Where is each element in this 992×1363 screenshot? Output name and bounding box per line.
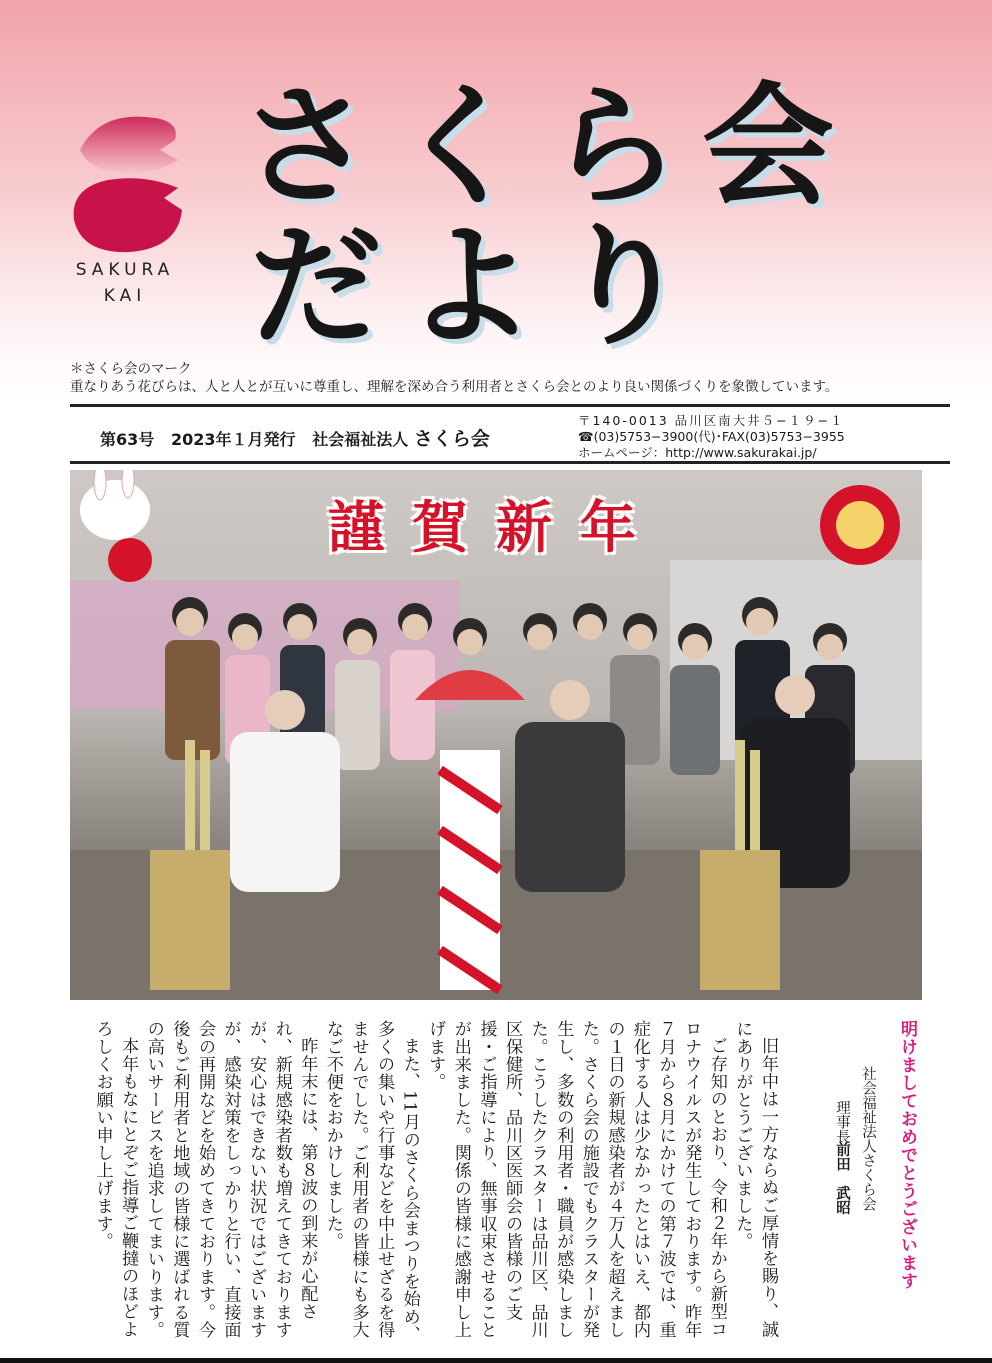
petal-icon <box>60 110 200 260</box>
greeting-paragraph: また、11月のさくら会まつりを始め、多くの集いや行事などを中止せざるを得ませんでした。ご利用者の皆様にも多大なご不便をおかけしました。 <box>322 1020 420 1344</box>
sender-role: 理事長 <box>834 1100 850 1144</box>
issue-corp: 社会福祉法人 <box>312 430 409 449</box>
logo-text-sakura: SAKURA <box>75 260 175 280</box>
sender-name: 前田 武昭 <box>834 1142 851 1215</box>
issue-org: さくら会 <box>413 428 490 450</box>
divider-bottom <box>70 461 950 464</box>
issue-number: 第63号 <box>100 430 155 449</box>
greeting-paragraph: 本年もなにとぞご指導ご鞭撻のほどよろしくお願い申し上げます。 <box>92 1020 139 1339</box>
newsletter-title-line2: だより <box>250 209 712 364</box>
greeting-headline: 明けましておめでとうございます <box>897 1020 917 1290</box>
logo-note-title: ＊さくら会のマーク <box>70 361 192 377</box>
new-year-banner: 謹賀新年 <box>328 495 664 561</box>
postal-address: 〒140-0013 品川区南大井５−１９−１ <box>578 413 845 428</box>
greeting-paragraph: 旧年中は一方ならぬご厚情を賜り、誠にありがとうございました。 <box>732 1020 778 1339</box>
phone-fax: ☎(03)5753−3900(代)･FAX(03)5753−3955 <box>578 429 845 444</box>
newsletter-title-line1: さくら会 <box>240 69 856 224</box>
divider-top <box>70 404 950 407</box>
group-photo <box>70 470 922 1000</box>
greeting-body <box>68 1020 780 1350</box>
issue-date: 2023年１月発行 <box>171 430 296 449</box>
sender-org: 社会福祉法人さくら会 <box>860 1066 876 1211</box>
logo-note-description: 重なりあう花びらは、人と人とが互いに尊重し、理解を深め合う利用者とさくら会とのより良い関係づくりを象徴しています。 <box>70 379 839 395</box>
homepage-link[interactable]: ホームページ：http://www.sakurakai.jp/ <box>578 445 817 460</box>
logo-text-kai: KAI <box>103 286 147 306</box>
greeting-paragraph: 昨年末には、第８波の到来が心配され、新規感染者数も増えてきておりますが、安心はできない状況ではございますが、感染対策をしっかりと行い、直接面会の再開などを始めてきております。今後もご利用者と地域の皆様に選ばれる質の高いサービスを追求してまいります。 <box>143 1020 318 1339</box>
greeting-paragraph: ご存知のとおり、令和２年から新型コロナウイルスが発生しております。昨年７月から８月にかけての第７波では、重症化する人は少なかったとはいえ、都内の１日の新規感染者が４万人を超えました。さくら会の施設でもクラスターが発生し、多数の利用者・職員が感染しました。こうしたクラスターは品川区、品川区保健所、品川区医師会の皆様のご支援・ご指導により、無事収束させることが出来ました。関係の皆様に感謝申し上げます。 <box>425 1020 727 1339</box>
issue-info <box>100 424 490 451</box>
page-bottom-rule <box>0 1358 992 1363</box>
sakura-logo <box>60 110 200 320</box>
